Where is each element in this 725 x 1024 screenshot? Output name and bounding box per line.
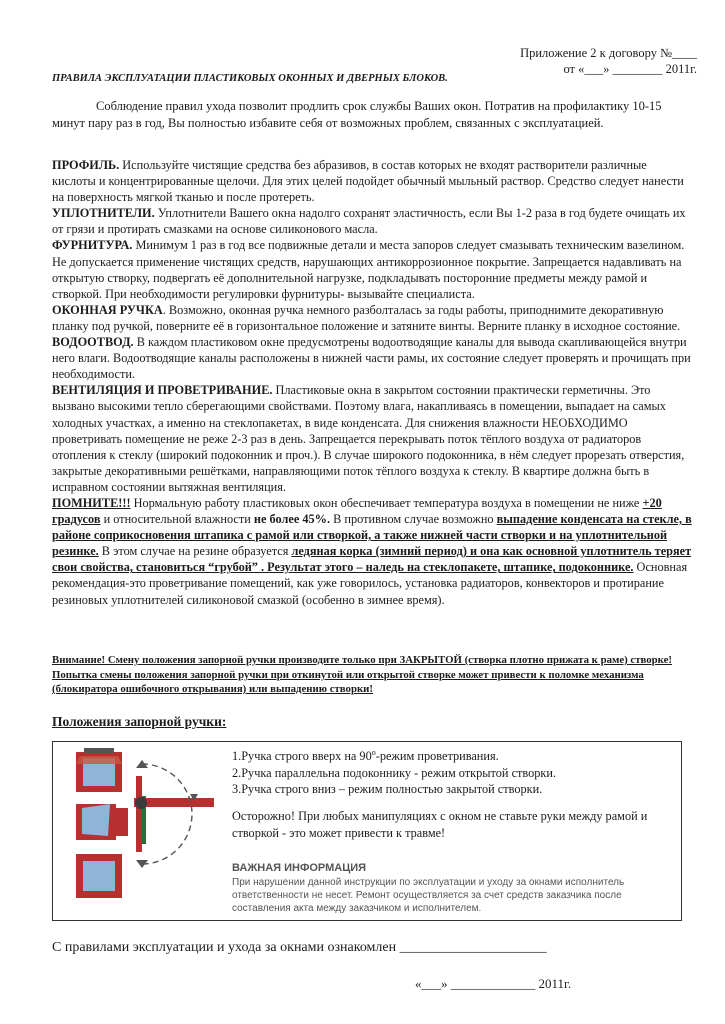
section-ventilation <box>52 382 692 495</box>
section-text: Основная рекомендация-это проветривание помещений, как уже говорилось, установка радиаторов, конвекторов и протирание резиновых уплотнителей силиконовой смазкой (особенно в зимнее время). <box>52 560 688 607</box>
section-heading: УПЛОТНИТЕЛИ. <box>52 206 155 221</box>
section-heading: ПРОФИЛЬ. <box>52 158 120 172</box>
section-text: Используйте чистящие средства без абразивов, в состав которых не входят растворители различные кислоты и концентрированные щелочи. Для этих целей подойдет обычный мыльный раствор. Средство следует нанести на поверхность мягкой тканью и после протереть. <box>52 158 684 205</box>
position-text: 1.Ручка строго вверх на 90 <box>232 749 372 764</box>
section-hardware <box>52 237 692 301</box>
acknowledgement-line: С правилами эксплуатации и ухода за окнами ознакомлен _____________________ <box>52 940 547 955</box>
rules-body <box>52 157 692 608</box>
section-handle <box>52 302 692 334</box>
section-text: В каждом пластиковом окне предусмотрены водоотводящие каналы для вывода скапливающейся внутри него влаги. Водоотводящие каналы расположены в нижней части рамы, их состояние следует проверять и прочищать при необходимости. <box>52 335 691 382</box>
positions-list <box>232 745 682 798</box>
section-text: Минимум 1 раз в год все подвижные детали и места запоров следует смазывать техническим вазелином. Не допускается применение чистящих средств, нарушающих антикоррозионное покрытие. Запрещается надавливать на открытую створку, подвергать её дополнительной нагрузке, подкладывать посторонние предметы между рамой и створкой. При необходимости регулировки фурнитуры- вызывайте специалиста. <box>52 238 685 301</box>
section-text: В этом случае на резине образуется <box>98 544 292 559</box>
important-info-title: ВАЖНАЯ ИНФОРМАЦИЯ <box>232 862 367 874</box>
important-info-text: При нарушении данной инструкции по эксплуатации и уходу за окнами исполнитель ответственности не несет. Ремонт осуществляется за счет средств заказчика после составления акта между заказчиком и исполнителем. <box>232 877 625 915</box>
section-text: Нормальную работу пластиковых окон обеспечивает температура воздуха в помещении не ниже <box>130 495 643 510</box>
handle-icon <box>134 776 214 852</box>
section-text: и относительной влажности <box>100 512 254 527</box>
section-text: Уплотнители Вашего окна надолго сохранят эластичность, если Вы 1-2 раза в год будете очищать их от грязи и протирать смазками на основе силиконового масла. <box>52 206 686 237</box>
position-text: -режим проветривания. <box>375 749 499 764</box>
degree-sign: о <box>371 748 376 757</box>
section-heading: ОКОННАЯ РУЧКА <box>52 302 163 317</box>
position-item-2: 2.Ручка параллельна подоконнику - режим открытой створки. <box>232 765 557 780</box>
open-window-icon <box>76 804 128 840</box>
temperature-value: +20 градусов <box>52 495 662 527</box>
section-profile <box>52 157 692 205</box>
handle-warning: Внимание! Смену положения запорной ручки производите только при ЗАКРЫТОЙ (створка плотно прижата к раме) створке! Попытка смены положения запорной ручки при откинутой или открытой створке может привести к поломке механизма (блокиратора ошибочного открывания) или выпадению створки! <box>52 654 673 695</box>
section-drainage <box>52 334 692 382</box>
section-text: Пластиковые окна в закрытом состоянии практически герметичны. Это вызвано высокими тепло сберегающими свойствами. Поэтому влага, накапливаясь в помещении, выпадает на самых холодных участках, а именно на стеклопакетах, в виде конденсата. Для снижения влажности НЕОБХОДИМО проветривать помещение не реже 2-3 раз в день. Запрещается перекрывать поток тёплого воздуха от радиаторов отопления к стеклу (широкий подоконник и проч.). В случае широкого подоконника, в нём следует прорезать отверстия, закрытые декоративными решётками, направляющими поток тёплого воздуха к стеклу. В квартире должна быть в исправном состоянии вытяжная вентиляция. <box>52 383 685 494</box>
section-heading: ВОДООТВОД. <box>52 335 134 350</box>
section-text: В противном случае возможно <box>330 512 497 527</box>
tilt-window-icon <box>76 748 122 792</box>
position-item-3: 3.Ручка строго вниз – режим полностью закрытой створки. <box>232 782 543 797</box>
contract-date-line: от «___» ________ 2011г. <box>563 62 697 76</box>
section-text: . Возможно, оконная ручка немного разболталась за годы работы, приподнимите декоративную планку под ручкой, поверните её в горизонтальное положение и затяните винты. Верните планку в исходное состояние. <box>52 302 681 333</box>
intro-paragraph: Соблюдение правил ухода позволит продлить срок службы Ваших окон. Потратив на профилактику 10-15 минут пару раз в год, Вы полностью избавите себя от возможных проблем, связанных с эксплуатацией. <box>52 99 662 130</box>
contract-annex-line: Приложение 2 к договору №____ <box>520 46 697 60</box>
window-handle-illustration <box>62 746 220 910</box>
document-title: ПРАВИЛА ЭКСПЛУАТАЦИИ ПЛАСТИКОВЫХ ОКОННЫХ И ДВЕРНЫХ БЛОКОВ. <box>52 73 448 84</box>
section-remember <box>52 495 692 608</box>
positions-title: Положения запорной ручки: <box>52 714 227 729</box>
condensate-warning: выпадение конденсата на стекле, в районе соприкосновения штапика с рамой или створкой, а также нижней части створки и на уплотнительной резинке. <box>52 512 692 559</box>
acknowledgement-date: «___» _____________ 2011г. <box>415 976 572 991</box>
humidity-value: не более 45%. <box>253 512 331 527</box>
section-heading: ФУРНИТУРА. <box>52 238 133 253</box>
section-heading: ПОМНИТЕ!!! <box>52 495 131 510</box>
position-item-1 <box>232 745 682 765</box>
caution-text: Осторожно! При любых манипуляциях с окном не ставьте руки между рамой и створкой - это может привести к травме! <box>232 809 648 840</box>
section-seals <box>52 205 692 237</box>
closed-window-icon <box>76 854 122 898</box>
section-heading: ВЕНТИЛЯЦИЯ И ПРОВЕТРИВАНИЕ. <box>52 383 273 398</box>
ice-crust-warning: ледяная корка (зимний период) и она как основной уплотнитель теряет свои свойства, становиться “грубой” . Результат этого – наледь на стеклопакете, штапике, подоконнике. <box>52 544 692 575</box>
